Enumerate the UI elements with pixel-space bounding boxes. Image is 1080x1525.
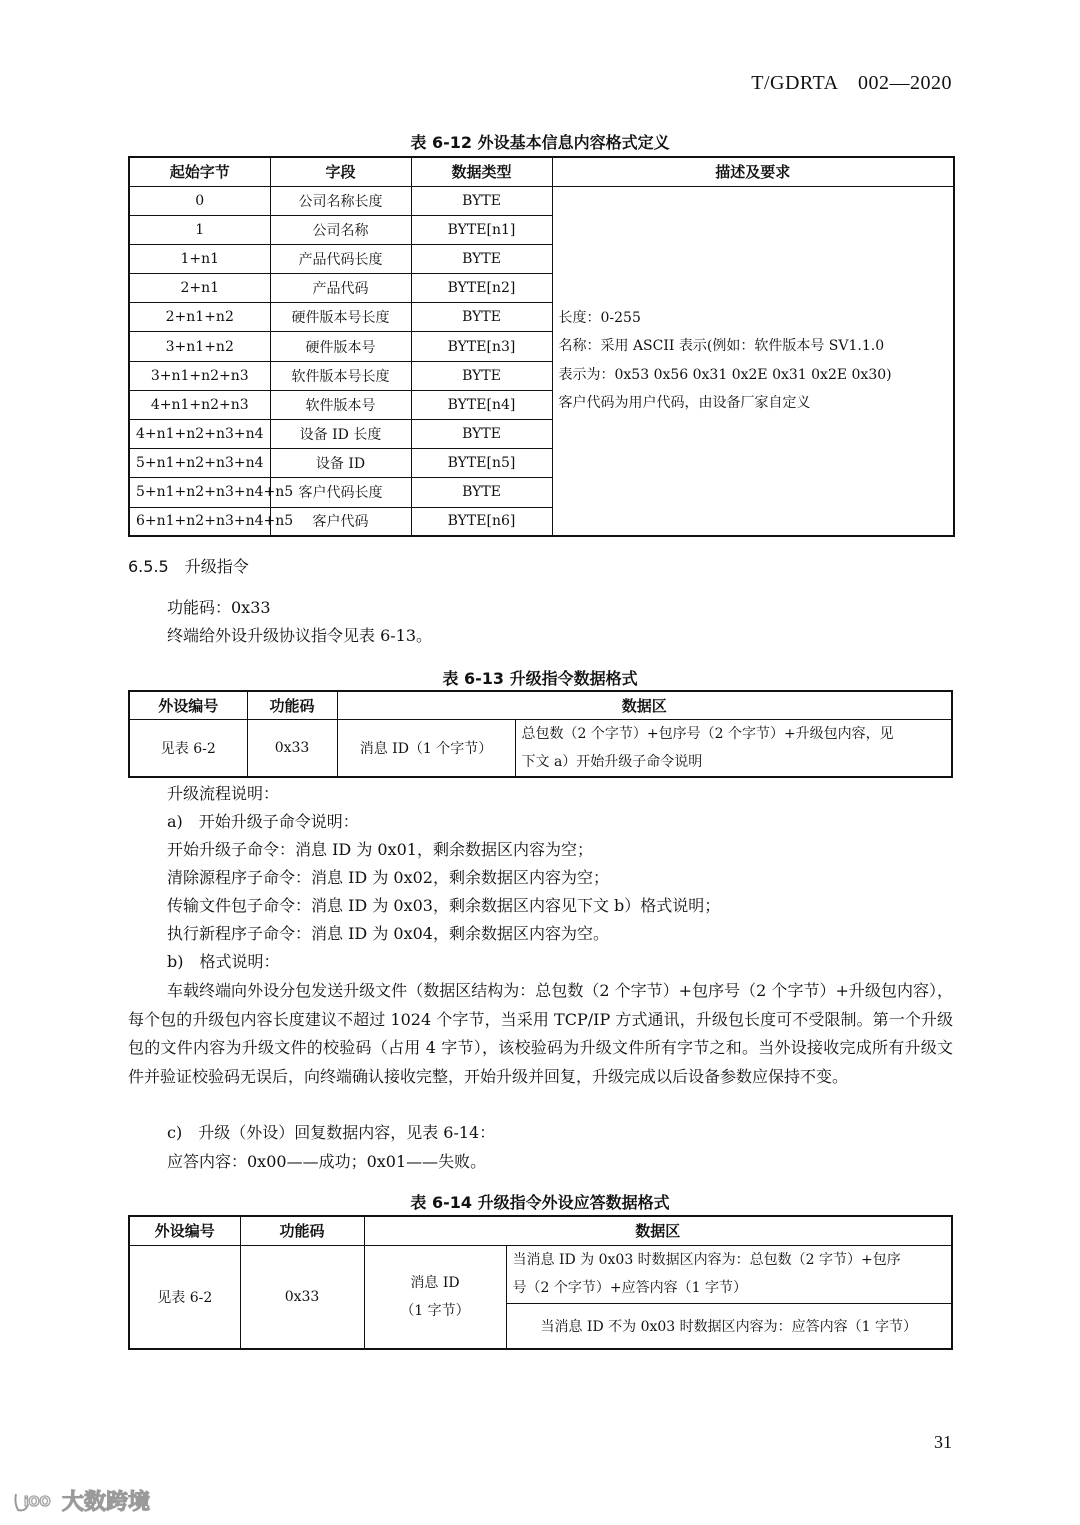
- message-id-cell: 消息 ID（1 个字节）: [337, 719, 515, 777]
- sub-b-title: b) 格式说明：: [167, 952, 280, 971]
- start-byte-cell: 6+n1+n2+n3+n4+n5: [129, 507, 270, 536]
- upgrade-flow-title: 升级流程说明：: [167, 784, 280, 803]
- case-1-line: 当消息 ID 为 0x03 时数据区内容为：总包数（2 字节）+包序: [512, 1252, 901, 1268]
- field-cell: 软件版本号长度: [270, 361, 411, 390]
- data-type-cell: BYTE[n2]: [411, 274, 552, 303]
- column-header: 数据区: [337, 691, 952, 719]
- column-header: 数据类型: [411, 157, 552, 186]
- column-header: 外设编号: [129, 691, 247, 719]
- table-6-13: [128, 690, 953, 778]
- case-1-line: 号（2 个字节）+应答内容（1 字节）: [512, 1280, 747, 1296]
- code-cell: 0x33: [240, 1245, 364, 1349]
- table-6-14-caption: 表 6-14 升级指令外设应答数据格式: [410, 1193, 670, 1212]
- message-id-cell: [364, 1245, 506, 1349]
- data-type-cell: BYTE: [411, 420, 552, 449]
- table-row: [129, 1245, 952, 1303]
- data-type-cell: BYTE: [411, 478, 552, 507]
- start-byte-cell: 3+n1+n2: [129, 332, 270, 361]
- function-code-text: 功能码：0x33: [167, 598, 271, 617]
- table-row: [129, 719, 952, 777]
- device-cell: 见表 6-2: [129, 1245, 240, 1349]
- sub-a-title: a) 开始升级子命令说明：: [167, 812, 359, 831]
- start-byte-cell: 5+n1+n2+n3+n4: [129, 449, 270, 478]
- data-type-cell: BYTE[n4]: [411, 390, 552, 419]
- column-header: 字段: [270, 157, 411, 186]
- table-6-13-caption: 表 6-13 升级指令数据格式: [442, 669, 638, 688]
- document-id: T/GDRTA 002—2020: [751, 72, 952, 94]
- case-1-cell: [506, 1245, 952, 1303]
- watermark-logo-text: iOO: [24, 1494, 51, 1510]
- watermark-text: 大数跨境: [62, 1490, 151, 1515]
- column-header: 功能码: [240, 1216, 364, 1245]
- table-6-14: [128, 1215, 953, 1350]
- device-cell: 见表 6-2: [129, 719, 247, 777]
- code-cell: 0x33: [247, 719, 337, 777]
- field-cell: 公司名称: [270, 215, 411, 244]
- data-type-cell: BYTE: [411, 244, 552, 273]
- table-6-12-body: [129, 186, 954, 536]
- data-type-cell: BYTE: [411, 361, 552, 390]
- field-cell: 软件版本号: [270, 390, 411, 419]
- data-type-cell: BYTE: [411, 303, 552, 332]
- case-2-cell: 当消息 ID 不为 0x03 时数据区内容为：应答内容（1 字节）: [506, 1303, 952, 1349]
- sub-a-item: 开始升级子命令：消息 ID 为 0x01，剩余数据区内容为空；: [167, 840, 593, 859]
- description-line: 名称：采用 ASCII 表示(例如：软件版本号 SV1.1.0: [558, 338, 885, 355]
- start-byte-cell: 3+n1+n2+n3: [129, 361, 270, 390]
- field-cell: 客户代码: [270, 507, 411, 536]
- field-cell: 硬件版本号: [270, 332, 411, 361]
- description-line: 表示为：0x53 0x56 0x31 0x2E 0x31 0x2E 0x30): [558, 366, 892, 383]
- start-byte-cell: 4+n1+n2+n3: [129, 390, 270, 419]
- start-byte-cell: 5+n1+n2+n3+n4+n5: [129, 478, 270, 507]
- column-header: 功能码: [247, 691, 337, 719]
- format-paragraph: 车载终端向外设分包发送升级文件（数据区结构为：总包数（2 个字节）+包序号（2 个字节）+升级包内容），每个包的升级包内容长度建议不超过 1024 个字节，当采用 TCP/IP 方式通讯，升级包长度可不受限制。第一个升级包的文件内容为升级文件的校验码（占用 4 字节），该校验码为升级文件所有字节之和。当外设接收完成所有升级文件并验证校验码无误后，向终端确认接收完整，开始升级并回复，升级完成以后设备参数应保持不变。: [128, 981, 953, 1086]
- data-content-line: 下文 a）开始升级子命令说明: [521, 753, 703, 770]
- intro-text: 终端给外设升级协议指令见表 6-13。: [167, 626, 433, 645]
- column-header: 描述及要求: [552, 157, 954, 186]
- sub-a-item: 清除源程序子命令：消息 ID 为 0x02，剩余数据区内容为空；: [167, 868, 609, 887]
- column-header: 起始字节: [129, 157, 270, 186]
- field-cell: 客户代码长度: [270, 478, 411, 507]
- message-id-line: （1 字节）: [400, 1302, 470, 1319]
- section-heading: 6.5.5 升级指令: [128, 557, 249, 576]
- field-cell: 产品代码: [270, 274, 411, 303]
- answer-text: 应答内容：0x00——成功；0x01——失败。: [167, 1152, 487, 1171]
- message-id-line: 消息 ID: [410, 1274, 460, 1291]
- column-header: 外设编号: [129, 1216, 240, 1245]
- start-byte-cell: 1+n1: [129, 244, 270, 273]
- field-cell: 设备 ID 长度: [270, 420, 411, 449]
- data-type-cell: BYTE[n1]: [411, 215, 552, 244]
- description-line: 客户代码为用户代码，由设备厂家自定义: [558, 395, 811, 412]
- field-cell: 设备 ID: [270, 449, 411, 478]
- data-type-cell: BYTE[n5]: [411, 449, 552, 478]
- table-row: [129, 186, 954, 215]
- watermark-logo-icon: [12, 1488, 56, 1514]
- start-byte-cell: 0: [129, 186, 270, 215]
- data-content-cell: [515, 719, 952, 777]
- start-byte-cell: 2+n1: [129, 274, 270, 303]
- start-byte-cell: 1: [129, 215, 270, 244]
- sub-a-item: 传输文件包子命令：消息 ID 为 0x03，剩余数据区内容见下文 b）格式说明；: [167, 896, 721, 915]
- field-cell: 公司名称长度: [270, 186, 411, 215]
- data-type-cell: BYTE: [411, 186, 552, 215]
- column-header: 数据区: [364, 1216, 952, 1245]
- data-content-line: 总包数（2 个字节）+包序号（2 个字节）+升级包内容，见: [521, 725, 894, 742]
- description-cell: [552, 186, 954, 536]
- sub-c-title: c) 升级（外设）回复数据内容，见表 6-14：: [167, 1123, 496, 1142]
- table-6-12-caption: 表 6-12 外设基本信息内容格式定义: [410, 133, 670, 152]
- description-line: 长度：0-255: [558, 309, 641, 326]
- start-byte-cell: 4+n1+n2+n3+n4: [129, 420, 270, 449]
- watermark: [12, 1485, 150, 1516]
- page-number: 31: [934, 1432, 952, 1452]
- start-byte-cell: 2+n1+n2: [129, 303, 270, 332]
- field-cell: 产品代码长度: [270, 244, 411, 273]
- data-type-cell: BYTE[n6]: [411, 507, 552, 536]
- data-type-cell: BYTE[n3]: [411, 332, 552, 361]
- table-6-12: [128, 156, 955, 537]
- sub-a-item: 执行新程序子命令：消息 ID 为 0x04，剩余数据区内容为空。: [167, 924, 609, 943]
- field-cell: 硬件版本号长度: [270, 303, 411, 332]
